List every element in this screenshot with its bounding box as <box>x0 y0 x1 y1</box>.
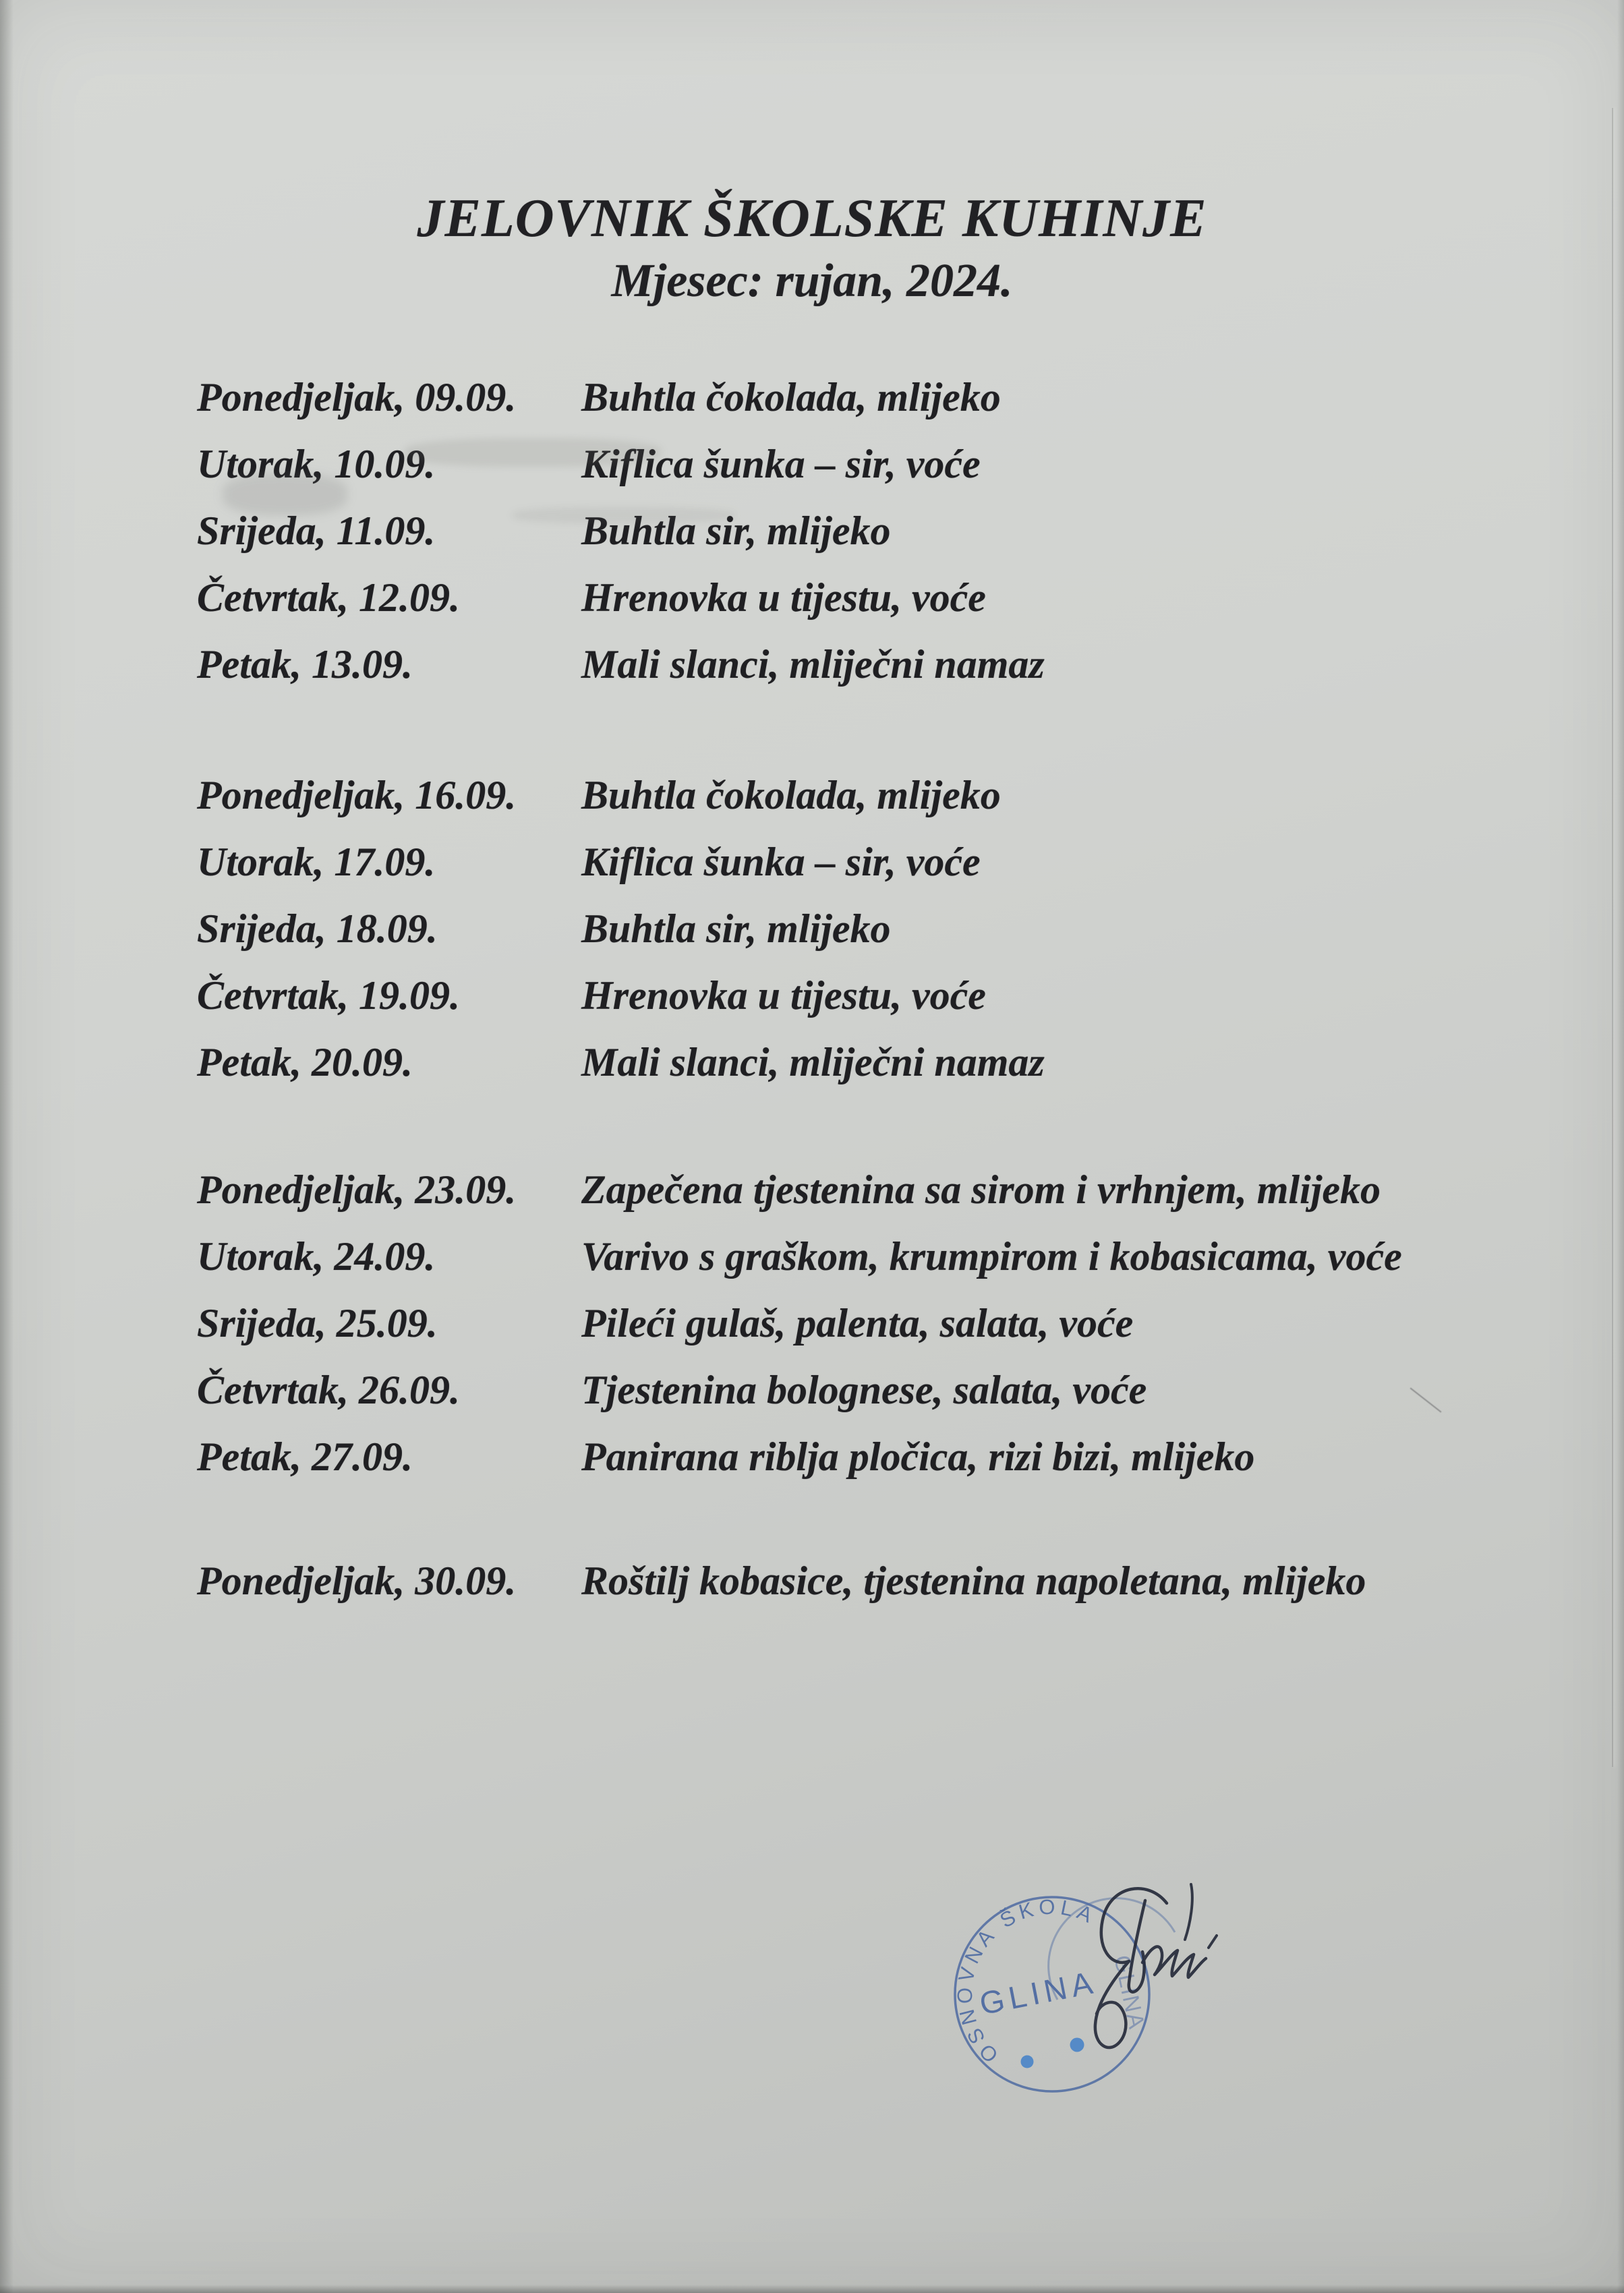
menu-day: Ponedjeljak, 23.09. <box>197 1167 517 1212</box>
menu-day: Četvrtak, 19.09. <box>197 973 460 1018</box>
menu-day: Petak, 27.09. <box>197 1434 413 1479</box>
menu-day: Srijeda, 25.09. <box>197 1301 438 1345</box>
stamp-dot <box>1021 2056 1034 2068</box>
menu-week-2 <box>197 771 1597 1105</box>
menu-row <box>197 573 1597 640</box>
menu-meal: Buhtla čokolada, mlijeko <box>581 773 1001 817</box>
signature-stroke <box>1142 1946 1206 1977</box>
signature-stroke <box>1185 1884 1192 1940</box>
menu-meal: Mali slanci, mliječni namaz <box>581 642 1045 687</box>
menu-day: Ponedjeljak, 09.09. <box>197 375 517 419</box>
scan-artifact <box>223 473 347 515</box>
stamp-ghost-text: GLINA <box>1109 1952 1150 2033</box>
scan-artifact <box>513 507 735 523</box>
school-stamp <box>953 1895 1175 2091</box>
stamp-signature-area <box>897 1861 1302 2145</box>
menu-week-4 <box>197 1557 1597 1623</box>
menu-row <box>197 971 1597 1038</box>
menu-meal: Buhtla sir, mlijeko <box>581 509 891 553</box>
menu-row <box>197 1232 1597 1299</box>
menu-meal: Pileći gulaš, palenta, salata, voće <box>581 1301 1134 1345</box>
menu-meal: Hrenovka u tijestu, voće <box>581 575 986 620</box>
menu-row <box>197 1038 1597 1105</box>
menu-week-1 <box>197 373 1597 707</box>
menu-list <box>197 373 1597 1623</box>
menu-week-3 <box>197 1165 1597 1499</box>
menu-row <box>197 640 1597 707</box>
menu-row <box>197 904 1597 971</box>
menu-row <box>197 1299 1597 1366</box>
document-subtitle: Mjesec: rujan, 2024. <box>611 255 1013 307</box>
menu-day: Srijeda, 18.09. <box>197 906 438 951</box>
menu-day: Četvrtak, 26.09. <box>197 1368 460 1412</box>
stamp-arc-text: OSNOVNA ŠKOLA <box>953 1894 1101 2068</box>
menu-day: Utorak, 10.09. <box>197 442 436 486</box>
menu-meal: Panirana riblja pločica, rizi bizi, mlijeko <box>581 1434 1255 1479</box>
menu-day: Ponedjeljak, 30.09. <box>197 1559 517 1603</box>
paper-edge <box>0 2285 1624 2293</box>
document-title: JELOVNIK ŠKOLSKE KUHINJE <box>417 189 1207 248</box>
menu-day: Četvrtak, 12.09. <box>197 575 460 620</box>
school-stamp-svg <box>897 1861 1302 2145</box>
menu-row <box>197 373 1597 440</box>
menu-meal: Kiflica šunka – sir, voće <box>581 442 981 486</box>
menu-row <box>197 1165 1597 1232</box>
stamp-center-text: GLINA <box>977 1963 1100 2022</box>
menu-meal: Kiflica šunka – sir, voće <box>581 840 981 884</box>
paper-crease <box>1612 108 1613 1767</box>
menu-meal: Mali slanci, mliječni namaz <box>581 1040 1045 1084</box>
menu-row <box>197 771 1597 838</box>
menu-day: Utorak, 17.09. <box>197 840 436 884</box>
menu-meal: Varivo s graškom, krumpirom i kobasicama, voće <box>581 1234 1402 1279</box>
scan-artifact <box>405 438 661 467</box>
menu-row <box>197 506 1597 573</box>
signature-accent <box>1209 1936 1217 1948</box>
menu-row <box>197 1557 1597 1623</box>
menu-day: Srijeda, 11.09. <box>197 509 436 553</box>
menu-meal: Buhtla sir, mlijeko <box>581 906 891 951</box>
menu-day: Utorak, 24.09. <box>197 1234 436 1279</box>
stamp-dot <box>1070 2038 1084 2052</box>
menu-row <box>197 838 1597 904</box>
menu-meal: Zapečena tjestenina sa sirom i vrhnjem, mlijeko <box>581 1167 1381 1212</box>
menu-day: Ponedjeljak, 16.09. <box>197 773 517 817</box>
menu-meal: Buhtla čokolada, mlijeko <box>581 375 1001 419</box>
menu-meal: Roštilj kobasice, tjestenina napoletana, mlijeko <box>581 1559 1366 1603</box>
menu-meal: Tjestenina bolognese, salata, voće <box>581 1368 1147 1412</box>
document-header <box>0 187 1624 310</box>
paper-edge <box>1617 0 1624 2293</box>
menu-meal: Hrenovka u tijestu, voće <box>581 973 986 1018</box>
menu-row <box>197 1366 1597 1432</box>
menu-day: Petak, 20.09. <box>197 1040 413 1084</box>
paper-edge <box>0 0 13 2293</box>
menu-row <box>197 1432 1597 1499</box>
menu-day: Petak, 13.09. <box>197 642 413 687</box>
